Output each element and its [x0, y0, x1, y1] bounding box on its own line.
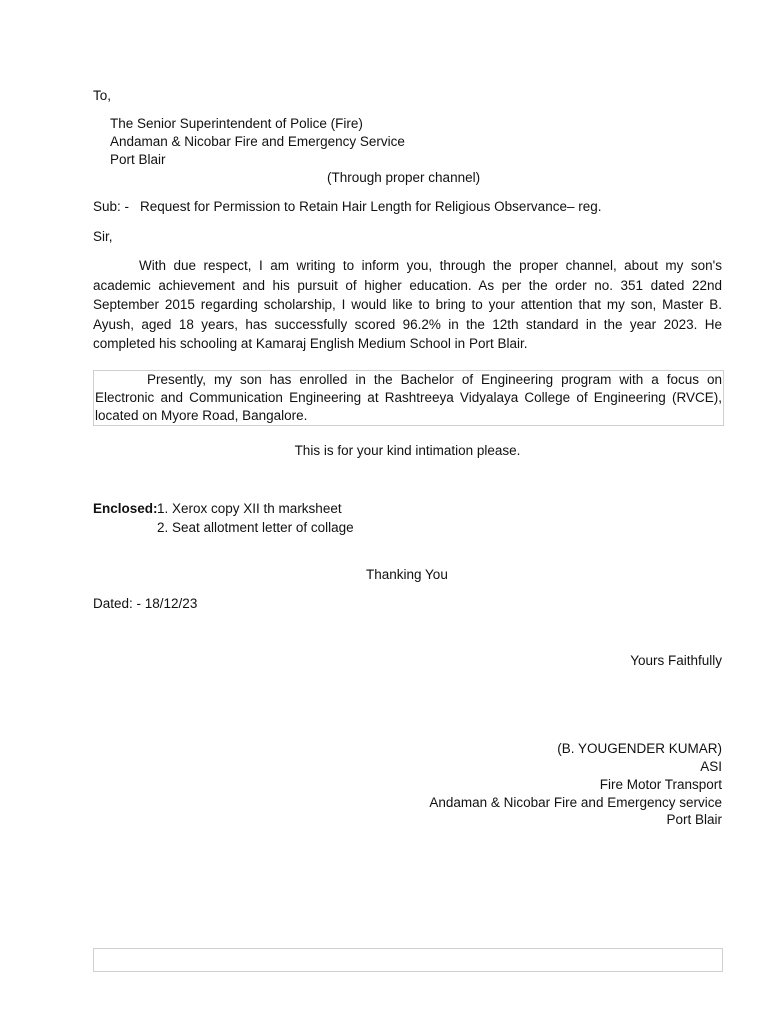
- signature-name: (B. YOUGENDER KUMAR): [557, 741, 722, 756]
- channel-note: (Through proper channel): [327, 170, 481, 185]
- dated-line: Dated: - 18/12/23: [93, 596, 198, 611]
- recipient-line-3: Port Blair: [110, 152, 166, 167]
- body-paragraph-1: With due respect, I am writing to inform you, through the proper channel, about my son's academic achievement and his pursuit of higher education. As per the order no. 351 dated 22nd September 2015 regarding scholarship, I would like to bring to your attention that my son, Master B. Ayush, aged 18 years, has successfully scored 96.2% in the 12th standard in the year 2023. He completed his schooling at Kamaraj English Medium School in Port Blair.: [93, 258, 722, 351]
- thanking-line: Thanking You: [366, 567, 448, 582]
- footer-box: [93, 948, 723, 972]
- closing-line: Yours Faithfully: [630, 653, 722, 668]
- recipient-line-2: Andaman & Nicobar Fire and Emergency Service: [110, 134, 405, 149]
- to-label: To,: [93, 88, 112, 103]
- body-paragraph-2: Presently, my son has enrolled in the Bachelor of Engineering program with a focus on Electronic and Communication Engineering at Rashtreeya Vidyalaya College of Engineering (RVCE), located on Myore Road, Bangalore.: [93, 370, 724, 426]
- signature-unit: Fire Motor Transport: [599, 777, 722, 792]
- signature-rank: ASI: [700, 759, 722, 774]
- enclosure-item-1: 1. Xerox copy XII th marksheet: [157, 501, 342, 516]
- recipient-line-1: The Senior Superintendent of Police (Fire): [110, 116, 363, 131]
- intimation-line: This is for your kind intimation please.: [294, 443, 521, 458]
- signature-org: Andaman & Nicobar Fire and Emergency service: [429, 795, 722, 810]
- greeting: Sir,: [93, 229, 113, 244]
- signature-place: Port Blair: [666, 812, 722, 827]
- subject-text: Request for Permission to Retain Hair Length for Religious Observance– reg.: [140, 199, 602, 214]
- enclosure-item-2: 2. Seat allotment letter of collage: [157, 520, 354, 535]
- enclosed-label: Enclosed:: [93, 501, 158, 516]
- subject-prefix: Sub: -: [93, 199, 130, 214]
